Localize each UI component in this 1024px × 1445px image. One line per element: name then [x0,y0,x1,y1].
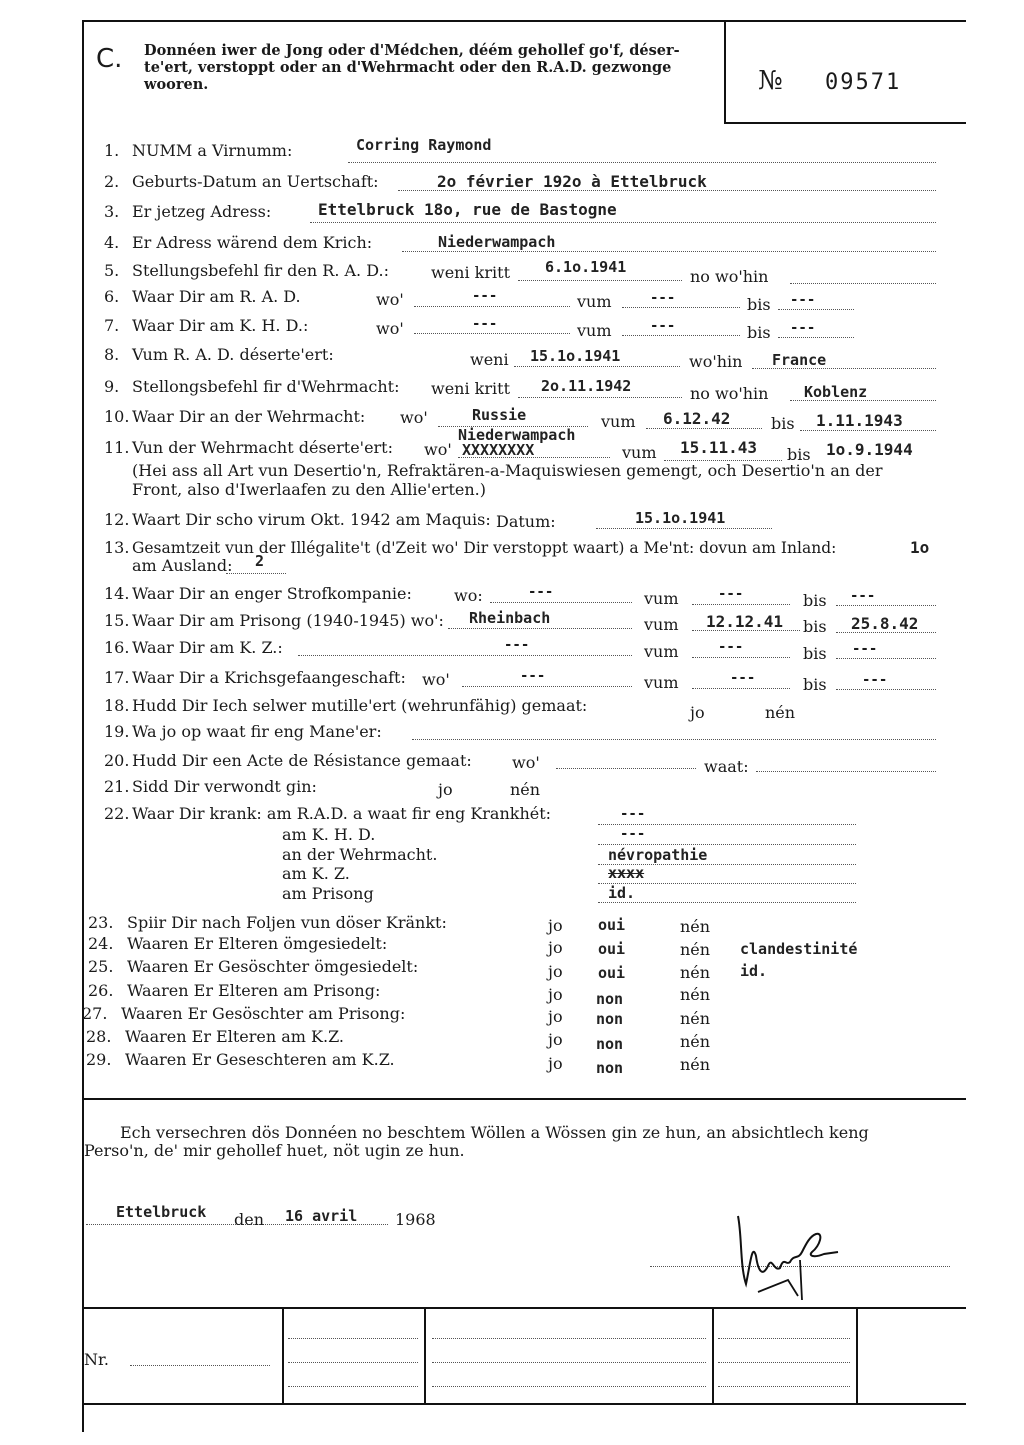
field-25-nen: nén [680,963,711,982]
field-21-num: 21. [104,777,130,796]
field-4-line [402,251,936,252]
field-28-nen: nén [680,1032,711,1051]
bottom-cell-line-4 [432,1338,706,1339]
field-15-bis: bis [803,617,827,636]
field-28-label: Waaren Er Elteren am K.Z. [125,1027,345,1046]
top-border [82,20,966,22]
field-21-label: Sidd Dir verwondt gin: [132,777,317,796]
field-15-label: Waar Dir am Prisong (1940-1945) wo': [132,611,444,630]
field-6-bis-line [778,309,854,310]
field-6-wo-line [414,306,570,307]
field-18-nen: nén [765,703,796,722]
field-10-vum-line [646,428,762,429]
field-17-label: Waar Dir a Krichsgefaangeschaft: [132,668,406,687]
header-divider [724,22,726,122]
bottom-cell-line-1 [288,1338,418,1339]
field-24-label: Waaren Er Elteren ömgesiedelt: [127,934,388,953]
field-14-wo-value: --- [528,584,554,600]
field-2-label: Geburts-Datum an Uertschaft: [132,172,379,191]
field-19-line [412,739,936,740]
nr-label: Nr. [84,1350,109,1369]
field-6-num: 6. [104,287,120,306]
bottom-table-top [84,1307,966,1309]
field-14-vum: vum [644,589,679,608]
declaration-line-2: Perso'n, de' mir gehollef huet, nöt ugin ze hun. [84,1141,465,1160]
field-29-jo: jo [548,1054,563,1073]
wehrmacht-to: 1.11.1943 [816,411,903,430]
field-6-wo-value: --- [472,288,498,304]
field-19-label: Wa jo op waat fir eng Mane'er: [132,722,382,741]
field-14-bis-line [836,605,936,606]
field-5-label: Stellungsbefehl fir den R. A. D.: [132,261,389,280]
field-5-wohin-line [790,283,936,284]
field-21-nen: nén [510,780,541,799]
field-24-answer: oui [598,940,626,958]
field-13-ausland-line [226,573,286,574]
desertion-place-struck: XXXXXXXX [462,441,535,459]
field-22-num: 22. [104,804,130,823]
signing-den: den [234,1210,265,1229]
field-29-answer: non [596,1059,624,1077]
field-17-bis: bis [803,675,827,694]
field-21-jo: jo [438,780,453,799]
illegality-inland: 1o [910,538,930,557]
field-24-remark: clandestinité [740,940,858,958]
field-20-label: Hudd Dir een Acte de Résistance gemaat: [132,751,472,770]
bottom-table-col-1 [282,1309,284,1403]
field-7-bis: bis [747,323,771,342]
signing-place: Ettelbruck [116,1203,207,1221]
field-20-waat-line [756,771,936,772]
field-10-vum: vum [601,412,636,431]
field-1-label: NUMM a Virnumm: [132,141,293,160]
field-17-bis-value: --- [862,672,888,688]
illegality-abroad: 2 [255,552,265,570]
field-15-wo-line [448,628,632,629]
illness-wehrmacht: névropathie [608,846,708,864]
field-11-wo: wo' [424,440,452,459]
field-27-label: Waaren Er Gesöschter am Prisong: [121,1004,406,1023]
address-value: Ettelbruck 18o, rue de Bastogne [318,200,617,219]
field-18-num: 18. [104,696,130,715]
signature [728,1196,848,1306]
field-22-sub-kz: am K. Z. [282,864,350,883]
field-10-bis-line [800,430,936,431]
field-2-num: 2. [104,172,120,191]
field-18-label: Hudd Dir Iech selwer mutille'ert (wehrunfähig) gemaat: [132,696,588,715]
bottom-cell-line-9 [718,1386,850,1387]
field-4-label: Er Adress wärend dem Krich: [132,233,373,252]
field-17-bis-line [836,689,936,690]
field-22-sub-khd: am K. H. D. [282,825,376,844]
bottom-cell-line-5 [432,1362,706,1363]
field-14-bis: bis [803,591,827,610]
field-10-bis: bis [771,414,795,433]
rad-order-date: 6.1o.1941 [545,258,627,276]
bottom-cell-line-7 [718,1338,850,1339]
field-17-wo-line [462,686,632,687]
prison-place: Rheinbach [469,609,551,627]
field-16-label: Waar Dir am K. Z.: [132,638,283,657]
field-8-line [514,366,680,367]
field-27-jo: jo [548,1007,563,1026]
rad-desertion-destination: France [772,351,827,369]
field-24-num: 24. [88,934,114,953]
field-12-datum: Datum: [496,512,556,531]
rad-desertion-date: 15.1o.1941 [530,347,621,365]
field-9-num: 9. [104,377,120,396]
field-8-num: 8. [104,345,120,364]
field-17-wo-value: --- [520,668,546,684]
bottom-cell-line-3 [288,1386,418,1387]
desertion-place: Niederwampach [458,426,576,444]
wehrmacht-order-destination: Koblenz [804,383,868,401]
header-text: Donnéen iwer de Jong oder d'Médchen, déém gehollef go'f, déser- te'ert, verstoppt oder an d'Wehrmacht oder den R.A.D. gezwonge wooren. [144,42,680,93]
bottom-table-col-4 [856,1309,858,1403]
field-22-sub-wehr: an der Wehrmacht. [282,845,438,864]
field-7-wo-value: --- [472,316,498,332]
field-23-num: 23. [88,913,114,932]
field-8-weni: weni [470,350,509,369]
field-6-wo: wo' [376,290,404,309]
field-9-weni: weni kritt [431,379,510,398]
field-8-label: Vum R. A. D. déserte'ert: [132,345,334,364]
field-6-label: Waar Dir am R. A. D. [132,287,301,306]
field-26-num: 26. [88,981,114,1000]
field-5-line [518,280,682,281]
field-25-num: 25. [88,957,114,976]
field-16-bis: bis [803,644,827,663]
wehrmacht-from: 6.12.42 [663,409,731,428]
field-13-label-2: am Ausland: [132,556,233,575]
maquis-date: 15.1o.1941 [635,509,726,527]
field-7-bis-line [778,337,854,338]
left-border [82,20,84,1432]
field-3-num: 3. [104,202,120,221]
field-5-weni: weni kritt [431,263,510,282]
field-26-label: Waaren Er Elteren am Prisong: [127,981,381,1000]
field-22-line-1 [598,824,856,825]
bottom-cell-line-2 [288,1362,418,1363]
prison-from: 12.12.41 [706,612,784,631]
field-7-bis-value: --- [790,320,816,336]
field-25-remark: id. [740,962,768,980]
field-29-num: 29. [86,1050,112,1069]
field-13-num: 13. [104,538,130,557]
field-9-label: Stellongsbefehl fir d'Wehrmacht: [132,377,400,396]
field-12-num: 12. [104,510,130,529]
field-7-vum: vum [577,321,612,340]
field-19-num: 19. [104,722,130,741]
field-9-wohin: no wo'hin [690,384,769,403]
name-value: Corring Raymond [356,136,492,154]
field-8-wohin: wo'hin [689,352,743,371]
field-10-num: 10. [104,407,130,426]
illness-rad: --- [620,806,646,822]
field-6-vum-value: --- [650,290,676,306]
bottom-table-bottom [84,1403,966,1405]
field-22-label: Waar Dir krank: am R.A.D. a waat fir eng Krankhét: [132,804,552,823]
field-20-wo-line [556,768,696,769]
field-17-vum: vum [644,673,679,692]
field-20-wo: wo' [512,753,540,772]
field-22-line-4 [598,883,856,884]
field-22-sub-prisong: am Prisong [282,884,374,903]
field-16-vum-value: --- [718,639,744,655]
field-6-vum-line [622,307,740,308]
field-12-line [596,528,772,529]
field-5-num: 5. [104,261,120,280]
field-5-wohin: no wo'hin [690,267,769,286]
field-1-line [348,162,936,163]
field-17-vum-value: --- [730,670,756,686]
field-11-vum: vum [622,443,657,462]
field-28-jo: jo [548,1030,563,1049]
field-6-bis: bis [747,295,771,314]
field-23-nen: nén [680,917,711,936]
field-3-label: Er jetzeg Adress: [132,202,272,221]
illness-prison: id. [608,884,636,902]
signing-year: 1968 [395,1210,436,1229]
field-11-bis: bis [787,445,811,464]
field-1-num: 1. [104,141,120,160]
field-27-num: 27. [82,1004,108,1023]
field-25-answer: oui [598,964,626,982]
form-number: 09571 [825,70,902,95]
bottom-cell-line-6 [432,1386,706,1387]
illness-khd: --- [620,826,646,842]
nr-line [130,1365,270,1366]
field-15-vum: vum [644,615,679,634]
field-24-jo: jo [548,938,563,957]
field-3-line [310,222,936,223]
field-16-wo-value: --- [504,637,530,653]
field-14-wo-line [490,602,632,603]
field-11-label: Vun der Wehrmacht déserte'ert: [132,438,393,457]
field-25-label: Waaren Er Gesöschter ömgesiedelt: [127,957,419,976]
field-11-num: 11. [104,438,130,457]
field-20-num: 20. [104,751,130,770]
field-7-wo-line [414,333,570,334]
field-16-bis-line [836,658,936,659]
field-11-note-2: Front, also d'Iwerlaafen zu den Allie'erten.) [132,480,486,499]
field-23-answer: oui [598,916,626,934]
signing-date: 16 avril [285,1207,358,1225]
section-letter: C. [96,44,123,74]
field-25-jo: jo [548,962,563,981]
field-17-vum-line [692,688,790,689]
field-28-answer: non [596,1035,624,1053]
field-12-label: Waart Dir scho virum Okt. 1942 am Maquis: [132,510,491,529]
field-7-vum-value: --- [650,318,676,334]
field-11-note-1: (Hei ass all Art vun Desertio'n, Refraktären-a-Maquiswiesen gemengt, och Desertio'n an der [132,461,883,480]
field-23-jo: jo [548,916,563,935]
field-7-label: Waar Dir am K. H. D.: [132,316,309,335]
field-14-bis-value: --- [850,588,876,604]
field-26-nen: nén [680,985,711,1004]
field-14-num: 14. [104,584,130,603]
header-bottom-line [724,122,966,124]
field-20-waat: waat: [704,757,749,776]
birth-value: 2o février 192o à Ettelbruck [437,172,707,191]
field-10-label: Waar Dir an der Wehrmacht: [132,407,366,426]
wehrmacht-place: Russie [472,406,527,424]
field-13-label: Gesamtzeit vun der Illégalite't (d'Zeit wo' Dir verstoppt waart) a Me'nt: dovun am Inland: [132,539,837,557]
field-6-bis-value: --- [790,292,816,308]
field-26-jo: jo [548,985,563,1004]
field-15-num: 15. [104,611,130,630]
declaration-separator [84,1098,966,1100]
field-17-num: 17. [104,668,130,687]
war-address-value: Niederwampach [438,233,556,251]
declaration-line-1: Ech versechren dös Donnéen no beschtem Wöllen a Wössen gin ze hun, an absichtlech keng [120,1123,869,1142]
field-28-num: 28. [86,1027,112,1046]
field-16-vum-line [692,657,790,658]
field-4-num: 4. [104,233,120,252]
desertion-from: 15.11.43 [680,438,758,457]
field-16-wo-line [298,655,632,656]
field-14-wo: wo: [454,586,483,605]
field-6-vum: vum [577,292,612,311]
field-29-label: Waaren Er Geseschteren am K.Z. [125,1050,395,1069]
field-16-vum: vum [644,642,679,661]
bottom-cell-line-8 [718,1362,850,1363]
field-7-vum-line [622,335,740,336]
field-7-wo: wo' [376,319,404,338]
bottom-table-col-2 [424,1309,426,1403]
number-symbol: № [758,66,783,96]
field-27-nen: nén [680,1009,711,1028]
wehrmacht-order-date: 2o.11.1942 [541,377,632,395]
field-29-nen: nén [680,1055,711,1074]
field-22-line-5 [598,902,856,903]
field-26-answer: non [596,990,624,1008]
field-16-num: 16. [104,638,130,657]
field-24-nen: nén [680,940,711,959]
field-14-vum-line [692,604,790,605]
bottom-table-col-3 [712,1309,714,1403]
desertion-to: 1o.9.1944 [826,440,913,459]
field-22-line-2 [598,844,856,845]
prison-to: 25.8.42 [851,614,919,633]
field-7-num: 7. [104,316,120,335]
illness-kz: xxxx [608,864,645,882]
field-16-bis-value: --- [852,641,878,657]
field-10-wo: wo' [400,408,428,427]
field-14-label: Waar Dir an enger Strofkompanie: [132,584,412,603]
field-9-line [518,397,682,398]
field-17-wo: wo' [422,670,450,689]
field-14-vum-value: --- [718,586,744,602]
field-23-label: Spiir Dir nach Foljen vun döser Kränkt: [127,913,447,932]
field-18-jo: jo [690,703,705,722]
field-27-answer: non [596,1010,624,1028]
